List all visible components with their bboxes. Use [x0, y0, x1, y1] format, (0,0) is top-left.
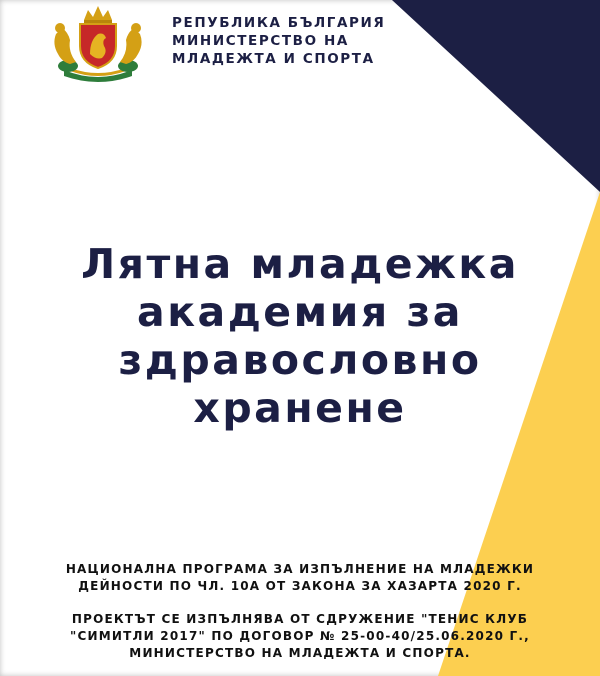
- ministry-line: МЛАДЕЖТА И СПОРТА: [172, 51, 375, 67]
- ministry-line: РЕПУБЛИКА БЪЛГАРИЯ: [172, 15, 386, 31]
- title-line: Лятна младежка: [81, 240, 519, 288]
- project-line: "СИМИТЛИ 2017" ПО ДОГОВОР № 25-00-40/25.06.2020 Г.,: [70, 629, 530, 643]
- program-statement: [0, 561, 600, 595]
- title-line: хранене: [193, 384, 407, 432]
- project-statement: [0, 611, 600, 662]
- ministry-line: МИНИСТЕРСТВО НА: [172, 33, 349, 49]
- program-line: ДЕЙНОСТИ ПО ЧЛ. 10А ОТ ЗАКОНА ЗА ХАЗАРТА 2020 Г.: [78, 579, 522, 593]
- ministry-name: [172, 14, 385, 68]
- title-line: академия за: [137, 288, 463, 336]
- navy-triangle: [392, 0, 600, 192]
- title-line: здравословно: [118, 336, 482, 384]
- project-line: ПРОЕКТЪТ СЕ ИЗПЪЛНЯВА ОТ СДРУЖЕНИЕ "ТЕНИС КЛУБ: [71, 612, 529, 626]
- program-line: НАЦИОНАЛНА ПРОГРАМА ЗА ИЗПЪЛНЕНИЕ НА МЛАДЕЖКИ: [65, 562, 535, 576]
- page-title: [0, 240, 600, 432]
- project-line: МИНИСТЕРСТВО НА МЛАДЕЖТА И СПОРТА.: [129, 646, 471, 660]
- coat-of-arms-bulgaria-icon: [46, 4, 150, 86]
